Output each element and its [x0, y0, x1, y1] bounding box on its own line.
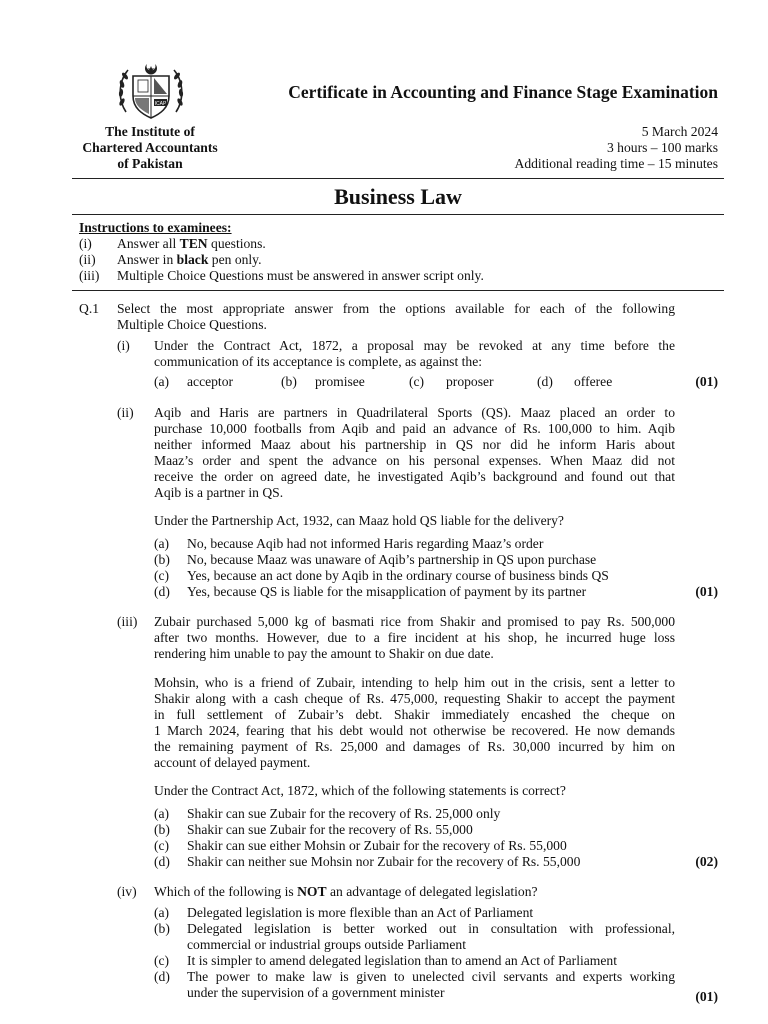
sub-question-prompt: Under the Contract Act, 1872, which of the following statements is correct? — [154, 783, 566, 798]
option-text: It is simpler to amend delegated legislation than to amend an Act of Parliament — [187, 953, 617, 968]
marks-badge: (02) — [695, 854, 718, 869]
instruction-item: Answer in black pen only. — [117, 252, 262, 267]
option-text: Shakir can neither sue Mohsin nor Zubair for the recovery of Rs. 55,000 — [187, 854, 581, 869]
instruction-num: (iii) — [79, 268, 100, 283]
paragraph-line: 1 March 2024, fearing that his debt would not otherwise be recovered. He now demands — [154, 723, 675, 738]
option-label: (a) — [154, 806, 170, 821]
sub-question-text: Under the Contract Act, 1872, a proposal may be revoked at any time before the — [154, 338, 675, 353]
option-text: offeree — [574, 374, 613, 389]
sub-question-number: (iv) — [117, 884, 137, 899]
instructions-heading: Instructions to examinees: — [79, 220, 232, 235]
option-label: (c) — [154, 568, 170, 583]
paragraph-line: purchase 10,000 footballs from Aqib and paid an advance of Rs. 100,000 to him. Aqib — [154, 421, 675, 436]
option-text: Shakir can sue Zubair for the recovery of Rs. 25,000 only — [187, 806, 501, 821]
option-text: Shakir can sue Zubair for the recovery of Rs. 55,000 — [187, 822, 473, 837]
sub-question-prompt: Under the Partnership Act, 1932, can Maaz hold QS liable for the delivery? — [154, 513, 564, 528]
institute-name: The Institute of Chartered Accountants of Pakistan — [82, 124, 218, 171]
option-text: under the supervision of a government minister — [187, 985, 445, 1000]
option-text: Yes, because QS is liable for the misapplication of payment by its partner — [187, 584, 587, 599]
option-label: (a) — [154, 905, 170, 920]
paragraph-line: the remaining payment of Rs. 25,000 and damages of Rs. 30,000 incurred by him on — [154, 739, 675, 754]
paragraph-line: Aqib and Haris are partners in Quadrilateral Sports (QS). Maaz placed an order to — [154, 405, 675, 420]
exam-date: 5 March 2024 — [641, 124, 718, 139]
sub-question-number: (ii) — [117, 405, 134, 420]
exam-title: Certificate in Accounting and Finance Stage Examination — [288, 82, 718, 102]
option-text: No, because Maaz was unaware of Aqib’s partnership in QS upon purchase — [187, 552, 597, 567]
option-text: The power to make law is given to unelected civil servants and experts working — [187, 969, 675, 984]
sub-question-text: communication of its acceptance is complete, as against the: — [154, 354, 483, 369]
option-text: No, because Aqib had not informed Haris regarding Maaz’s order — [187, 536, 544, 551]
header-divider — [72, 178, 724, 179]
instructions-divider — [72, 290, 724, 291]
marks-badge: (01) — [695, 989, 718, 1004]
exam-details — [400, 124, 718, 172]
paragraph-line: Mohsin, who is a friend of Zubair, intending to help him out in the crisis, sent a letter to — [154, 675, 675, 690]
paragraph-line: Zubair purchased 5,000 kg of basmati rice from Shakir and promised to pay Rs. 500,000 — [154, 614, 675, 629]
option-text: commercial or industrial groups outside Parliament — [187, 937, 466, 952]
subject-title: Business Law — [334, 184, 462, 209]
paragraph-line: Maaz’s order and spent the advance on his personal expenses. When Maaz did not — [154, 453, 675, 468]
instruction-item: Answer all TEN questions. — [117, 236, 266, 251]
option-label: (d) — [154, 584, 170, 599]
option-label: (b) — [154, 822, 170, 837]
option-label: (c) — [154, 838, 170, 853]
paragraph-line: account of delayed payment. — [154, 755, 311, 770]
paragraph-line: Shakir along with a cash cheque of Rs. 475,000, requesting Shakir to accept the payment — [154, 691, 675, 706]
exam-duration: 3 hours – 100 marks — [606, 140, 718, 155]
marks-badge: (01) — [695, 584, 718, 599]
paragraph-line: receive the order on agreed date, he investigated Aqib’s background and found out that — [154, 469, 675, 484]
option-label: (b) — [281, 374, 297, 389]
marks-badge: (01) — [695, 374, 718, 389]
q1-intro-line: Multiple Choice Questions. — [117, 317, 267, 332]
option-label: (b) — [154, 552, 170, 567]
sub-question-prompt: Which of the following is NOT an advantage of delegated legislation? — [154, 884, 538, 899]
q1-intro-line: Select the most appropriate answer from the options available for each of the following — [117, 301, 675, 316]
sub-question-number: (iii) — [117, 614, 138, 629]
option-label: (a) — [154, 374, 170, 389]
paragraph-line: in full settlement of Zubair’s debt. Shakir immediately encashed the cheque on — [154, 707, 675, 722]
option-label: (a) — [154, 536, 170, 551]
instruction-item: Multiple Choice Questions must be answered in answer script only. — [117, 268, 484, 283]
option-text: Yes, because an act done by Aqib in the ordinary course of business binds QS — [187, 568, 609, 583]
paragraph-line: neither informed Maaz about his partnership in QS nor did he inform Haris about — [154, 437, 675, 452]
paragraph-line: rendering him unable to pay the amount to Shakir on due date. — [154, 646, 494, 661]
option-text: acceptor — [187, 374, 234, 389]
option-label: (d) — [154, 969, 170, 984]
option-text: Delegated legislation is more flexible than an Act of Parliament — [187, 905, 534, 920]
question-number: Q.1 — [79, 301, 100, 316]
option-label: (c) — [154, 953, 170, 968]
seal-text: ICAP — [154, 101, 167, 107]
instruction-num: (ii) — [79, 252, 96, 267]
option-text: promisee — [315, 374, 365, 389]
paragraph-line: after two months. However, due to a fire incident at his shop, he incurred huge loss — [154, 630, 675, 645]
sub-question-number: (i) — [117, 338, 130, 353]
option-label: (b) — [154, 921, 170, 936]
option-text: proposer — [446, 374, 494, 389]
option-text: Shakir can sue either Mohsin or Zubair for the recovery of Rs. 55,000 — [187, 838, 567, 853]
option-text: Delegated legislation is better worked out in consultation with professional, — [187, 921, 675, 936]
subject-divider — [72, 214, 724, 215]
option-label: (d) — [537, 374, 553, 389]
icap-seal-logo — [116, 60, 186, 122]
option-label: (d) — [154, 854, 170, 869]
option-label: (c) — [409, 374, 425, 389]
reading-time: Additional reading time – 15 minutes — [514, 156, 718, 171]
instruction-num: (i) — [79, 236, 92, 251]
paragraph-line: Aqib is a partner in QS. — [154, 485, 284, 500]
